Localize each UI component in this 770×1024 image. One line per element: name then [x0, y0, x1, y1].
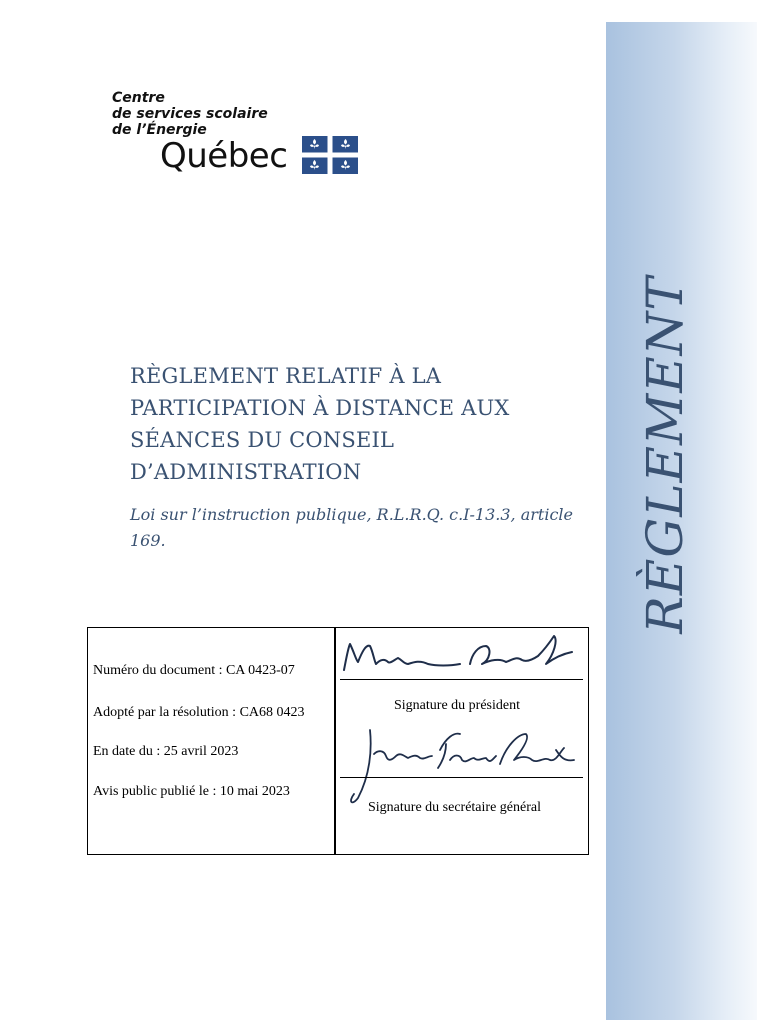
- title-line-2: PARTICIPATION À DISTANCE AUX: [130, 396, 510, 420]
- quebec-flag-icon: [302, 136, 358, 174]
- logo-line-3: de l’Énergie: [112, 122, 207, 138]
- secretary-signature-label: Signature du secrétaire général: [368, 800, 541, 815]
- logo-line-2: de services scolaire: [112, 106, 268, 122]
- side-banner-text: RÈGLEMENT: [636, 276, 694, 634]
- logo-line-1: Centre: [112, 90, 165, 106]
- adoption-resolution: Adopté par la résolution : CA68 0423: [93, 705, 305, 720]
- president-signature: [340, 630, 584, 680]
- president-signature-label: Signature du président: [394, 698, 520, 713]
- legal-reference-line-1: Loi sur l’instruction publique, R.L.R.Q. c.I-13.3, article: [130, 505, 573, 524]
- adoption-date: En date du : 25 avril 2023: [93, 744, 239, 759]
- title-line-4: D’ADMINISTRATION: [130, 460, 362, 484]
- document-title: [130, 360, 600, 488]
- president-signature-line: [340, 679, 583, 680]
- public-notice-date: Avis public publié le : 10 mai 2023: [93, 784, 290, 799]
- side-banner-title: [600, 276, 730, 634]
- legal-reference: [130, 502, 595, 554]
- document-number: Numéro du document : CA 0423-07: [93, 663, 295, 678]
- secretary-signature-line: [340, 777, 583, 778]
- title-line-1: RÈGLEMENT RELATIF À LA: [130, 364, 442, 388]
- table-divider: [334, 628, 336, 854]
- organization-logo: [112, 90, 288, 176]
- title-line-3: SÉANCES DU CONSEIL: [130, 428, 395, 452]
- legal-reference-line-2: 169.: [130, 531, 166, 550]
- document-info-table: [87, 627, 589, 855]
- quebec-wordmark: Québec: [160, 136, 288, 176]
- secretary-signature: [342, 720, 582, 810]
